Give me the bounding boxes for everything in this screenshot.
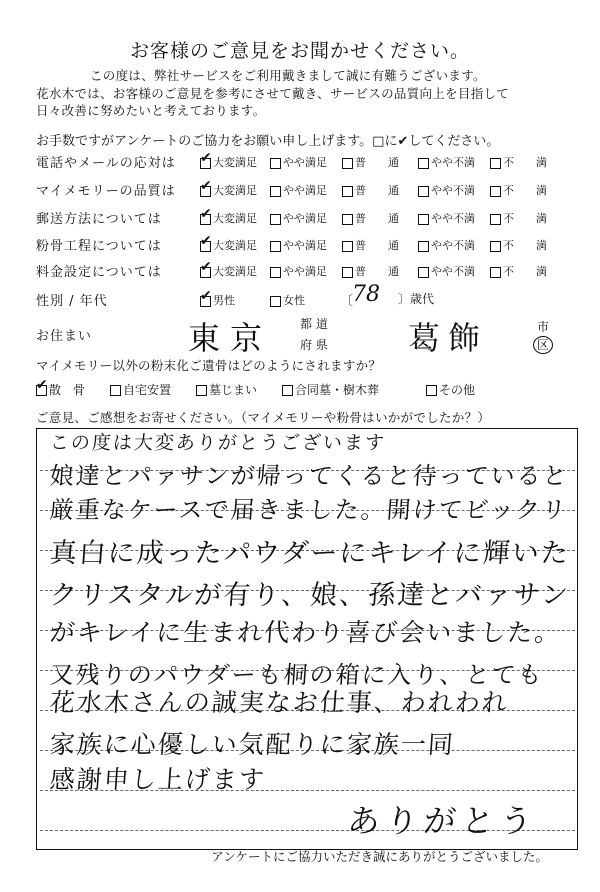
rating-option-label: 不 満 [503,184,547,197]
comment-line: 感謝申し上げます [48,765,267,794]
rating-checkbox[interactable] [490,214,501,225]
rating-option-label: 不 満 [503,239,547,252]
rating-checkbox[interactable] [490,241,501,252]
comment-line: 真白に成ったパウダーにキレイに輝いた [48,538,571,569]
disposal-checkbox[interactable] [110,385,121,396]
rating-option-label: 不 満 [503,265,547,278]
disposal-option[interactable] [196,381,257,398]
rating-option[interactable] [342,182,399,198]
rating-checkbox[interactable] [342,267,353,278]
age-open-bracket: 〔 [340,294,354,309]
rating-option-label: やや満足 [283,212,327,225]
disposal-checkbox[interactable] [196,385,207,396]
rating-option[interactable] [270,182,327,198]
rating-option[interactable] [490,154,547,170]
rating-checkbox[interactable] [342,186,353,197]
rating-option[interactable] [270,210,327,226]
gender-male-option[interactable] [200,292,235,308]
disposal-option[interactable] [282,381,379,398]
rating-option[interactable] [490,182,547,198]
survey-request: お手数ですがアンケートのご協力をお願い申し上げます。□に✔してください。 [36,134,500,149]
rating-option-label: やや満足 [283,156,327,169]
disposal-option-label: 自宅安置 [123,383,172,397]
question-label: マイメモリーの品質は [36,184,176,199]
question-label: 料金設定については [36,265,162,280]
rating-option-label: やや不満 [431,265,475,278]
address-label: お住まい [36,329,93,344]
rating-checkbox[interactable] [418,186,429,197]
rating-option[interactable] [490,237,547,253]
disposal-option[interactable] [36,381,85,398]
rating-checkbox[interactable] [200,186,211,197]
disposal-option[interactable] [426,381,475,398]
rating-option-label: 普 通 [355,265,399,278]
rating-checkbox[interactable] [270,241,281,252]
disposal-option-label: 合同墓・樹木葬 [295,383,380,397]
intro-line-2: 花水木では、お客様のご意見を参考にさせて戴き、サービスの品質向上を目指して [36,86,510,101]
comment-line: クリスタルが有り、娘、孫達とバァサン [48,580,571,611]
rating-option[interactable] [200,263,257,279]
rating-option[interactable] [200,182,257,198]
comment-line: 花水木さんの誠実なお仕事、われわれ [48,688,510,717]
rating-option[interactable] [418,210,475,226]
rating-option[interactable] [418,154,475,170]
age-suffix: 〕歳代 [398,292,435,306]
rating-option-label: 大変満足 [213,239,257,252]
rating-option[interactable] [270,237,327,253]
rating-option[interactable] [418,237,475,253]
to-do-label: 都 道 [300,317,328,331]
rating-option-label: 不 満 [503,212,547,225]
intro-line-1: この度は、弊社サービスをご利用戴きまして誠に有難うございます。 [90,68,486,83]
question-label: 粉骨工程については [36,239,162,254]
age-value[interactable]: 78 [352,282,380,307]
city-handwritten[interactable]: 葛飾 [408,319,489,357]
rating-option-label: やや不満 [431,212,475,225]
comment-line: 家族に心優しい気配りに家族一同 [48,730,456,759]
comments-heading: ご意見、ご感想をお寄せください。（マイメモリーや粉骨はいかがでしたか？） [36,410,491,425]
rating-checkbox[interactable] [490,267,501,278]
rating-option[interactable] [490,263,547,279]
rating-checkbox[interactable] [270,214,281,225]
rating-option[interactable] [418,182,475,198]
rating-option[interactable] [200,154,257,170]
fu-ken-label: 府 県 [300,338,328,352]
rating-option-label: 普 通 [355,212,399,225]
rating-option[interactable] [342,154,399,170]
rating-option-label: やや満足 [283,239,327,252]
intro-line-3: 日々改善に努めたいと考えております。 [36,103,266,118]
rating-option[interactable] [418,263,475,279]
rating-option-label: 大変満足 [213,184,257,197]
comment-line: 娘達とパァサンが帰ってくると待っていると [48,462,570,490]
rating-checkbox[interactable] [200,267,211,278]
question-label: 電話やメールの応対は [36,156,176,171]
rating-option[interactable] [270,263,327,279]
disposal-option-label: 墓じまい [209,383,258,397]
rating-option-label: 普 通 [355,184,399,197]
rating-option[interactable] [342,237,399,253]
rating-option-label: 大変満足 [213,212,257,225]
rating-option-label: やや不満 [431,156,475,169]
rating-checkbox[interactable] [342,158,353,169]
disposal-checkbox[interactable] [282,385,293,396]
comment-line: 厳重なケースで届きました。開けてビックリ [48,496,569,524]
disposal-option-label: 散 骨 [49,383,86,397]
rating-option[interactable] [490,210,547,226]
rating-checkbox[interactable] [490,186,501,197]
rating-option-label: 不 満 [503,156,547,169]
rating-option-label: 普 通 [355,156,399,169]
rating-option-label: 大変満足 [213,156,257,169]
rating-checkbox[interactable] [270,186,281,197]
rating-checkbox[interactable] [418,267,429,278]
disposal-checkbox[interactable] [426,385,437,396]
rating-checkbox[interactable] [342,214,353,225]
rating-checkbox[interactable] [342,241,353,252]
rating-checkbox[interactable] [270,158,281,169]
male-label: 男性 [213,294,235,307]
rating-option-label: やや不満 [431,184,475,197]
comment-line: 又残りのパウダーも桐の箱に入り、とても [48,661,545,689]
rating-checkbox[interactable] [200,214,211,225]
comment-line: この度は大変ありがとうございます [49,432,387,454]
disposal-checkbox[interactable] [36,385,47,396]
gender-female-option[interactable] [270,292,305,308]
rating-option[interactable] [342,263,399,279]
disposal-option[interactable] [110,381,171,398]
rating-checkbox[interactable] [200,241,211,252]
question-label: 郵送方法については [36,212,162,227]
shi-label: 市 [537,320,550,334]
ku-label-circled: 区 [533,336,553,354]
rating-checkbox[interactable] [418,241,429,252]
comment-line: がキレイに生まれ代わり喜び会いました。 [48,618,563,647]
disposal-question: マイメモリー以外の粉末化ご遺骨はどのようにされますか？ [36,358,382,373]
checkbox-female[interactable] [270,296,281,307]
signature-handwritten: ありがとう [345,802,540,840]
disposal-option-label: その他 [439,383,476,397]
rating-option-label: やや満足 [283,184,327,197]
rating-checkbox[interactable] [490,158,501,169]
rating-option-label: やや不満 [431,239,475,252]
rating-checkbox[interactable] [200,158,211,169]
footer-thanks: アンケートにご協力いただき誠にありがとうございました。 [211,849,548,864]
rating-checkbox[interactable] [418,214,429,225]
rating-option[interactable] [200,237,257,253]
rating-checkbox[interactable] [418,158,429,169]
rating-option-label: やや満足 [283,265,327,278]
page-title: お客様のご意見をお聞かせください。 [129,40,470,62]
prefecture-handwritten[interactable]: 東京 [188,319,273,357]
rating-option[interactable] [200,210,257,226]
checkbox-male[interactable] [200,296,211,307]
rating-option-label: 普 通 [355,239,399,252]
rating-option[interactable] [270,154,327,170]
rating-option[interactable] [342,210,399,226]
gender-age-label: 性別 / 年代 [36,294,108,309]
female-label: 女性 [283,294,305,307]
rating-option-label: 大変満足 [213,265,257,278]
rating-checkbox[interactable] [270,267,281,278]
